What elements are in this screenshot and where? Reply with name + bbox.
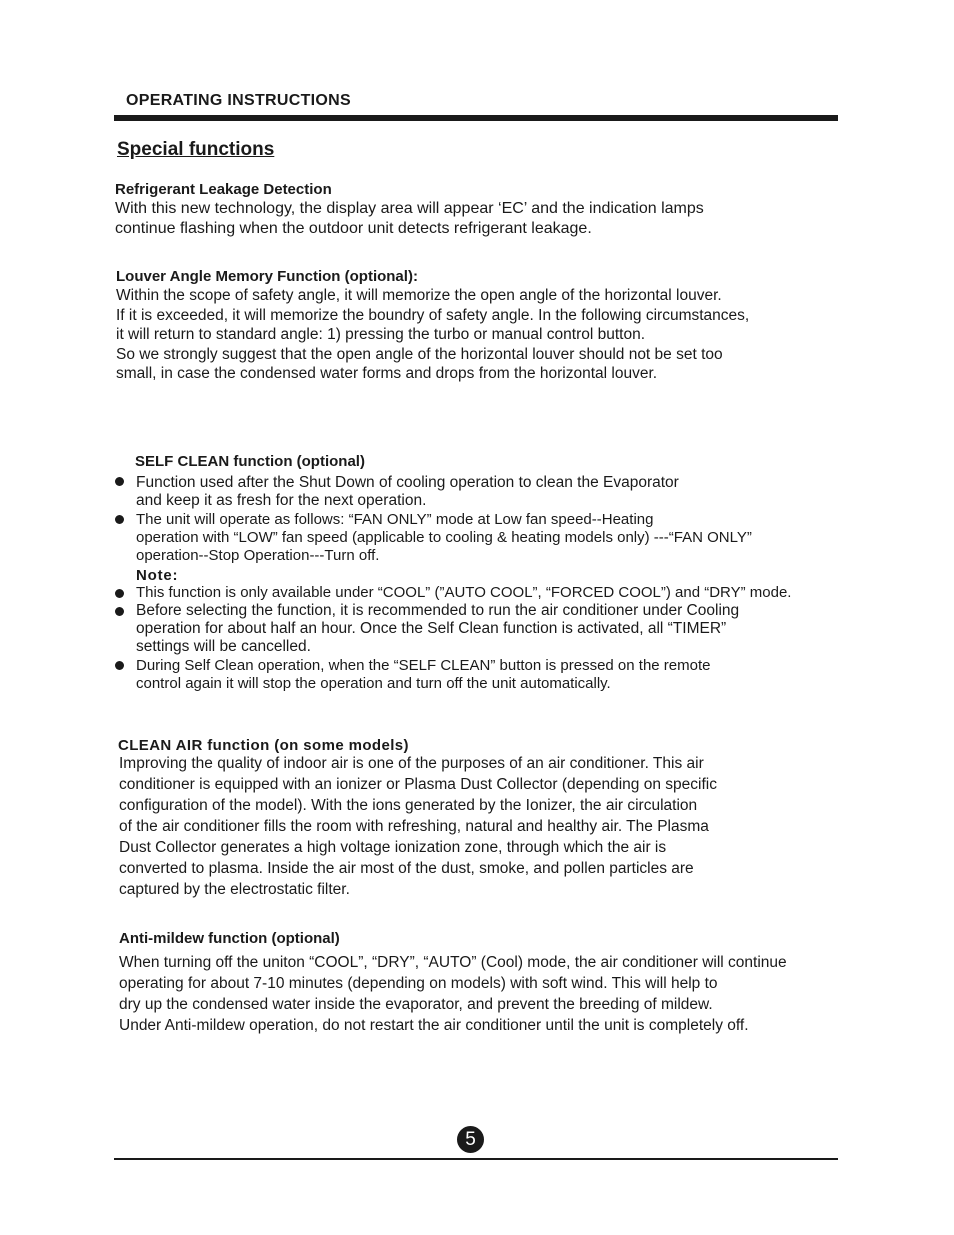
text-line: dry up the condensed water inside the evaporator, and prevent the breeding of mildew. (119, 996, 713, 1013)
text-line: it will return to standard angle: 1) pressing the turbo or manual control button. (116, 326, 646, 344)
text-line: operation--Stop Operation---Turn off. (136, 547, 380, 564)
header-rule (114, 115, 838, 121)
cleanair-text (119, 753, 717, 900)
text-line: of the air conditioner fills the room with refreshing, natural and healthy air. The Plasma (119, 818, 709, 835)
footer-rule (114, 1158, 838, 1160)
louver-text (116, 286, 749, 384)
text-line: captured by the electrostatic filter. (119, 881, 350, 898)
cleanair-heading: CLEAN AIR function (on some models) (118, 737, 409, 754)
text-line: small, in case the condensed water forms and drops from the horizontal louver. (116, 365, 658, 383)
text-line: configuration of the model). With the ions generated by the Ionizer, the air circulation (119, 797, 698, 814)
text-line: Function used after the Shut Down of cooling operation to clean the Evaporator (136, 474, 679, 491)
louver-heading: Louver Angle Memory Function (optional): (116, 268, 418, 285)
text-line: The unit will operate as follows: “FAN ONLY” mode at Low fan speed--Heating (136, 511, 654, 528)
text-line: Dust Collector generates a high voltage ionization zone, through which the air is (119, 839, 667, 856)
text-line: settings will be cancelled. (136, 638, 311, 655)
text-line: Improving the quality of indoor air is one of the purposes of an air conditioner. This air (119, 755, 704, 772)
page-title: Special functions (117, 139, 275, 160)
selfclean-bullet-1 (136, 474, 679, 510)
text-line: Under Anti-mildew operation, do not restart the air conditioner until the unit is completely off. (119, 1017, 749, 1034)
text-line: When turning off the uniton “COOL”, “DRY”, “AUTO” (Cool) mode, the air conditioner will continue (119, 954, 787, 971)
text-line: With this new technology, the display area will appear ‘EC’ and the indication lamps (115, 200, 704, 217)
page-number: 5 (457, 1126, 484, 1153)
refrigerant-heading: Refrigerant Leakage Detection (115, 181, 332, 198)
antimildew-heading: Anti-mildew function (optional) (119, 930, 340, 947)
text-line: operating for about 7-10 minutes (depending on models) with soft wind. This will help to (119, 975, 718, 992)
text-line: Within the scope of safety angle, it will memorize the open angle of the horizontal louver. (116, 287, 722, 304)
text-line: During Self Clean operation, when the “SELF CLEAN” button is pressed on the remote (136, 657, 711, 674)
antimildew-text (119, 952, 787, 1036)
bullet-dot (115, 477, 124, 486)
note-label: Note: (136, 567, 179, 584)
text-line: and keep it as fresh for the next operation. (136, 492, 427, 509)
text-line: operation for about half an hour. Once the Self Clean function is activated, all “TIMER” (136, 620, 727, 637)
text-line: conditioner is equipped with an ionizer or Plasma Dust Collector (depending on specific (119, 776, 717, 793)
text-line: converted to plasma. Inside the air most of the dust, smoke, and pollen particles are (119, 860, 694, 877)
bullet-dot (115, 661, 124, 670)
section-header: OPERATING INSTRUCTIONS (126, 92, 351, 109)
selfclean-note-3 (136, 657, 710, 693)
text-line: continue flashing when the outdoor unit detects refrigerant leakage. (115, 219, 592, 237)
text-line: Before selecting the function, it is recommended to run the air conditioner under Cooling (136, 602, 740, 619)
selfclean-note-1 (136, 584, 791, 602)
text-line: This function is only available under “COOL” (”AUTO COOL”, “FORCED COOL”) and “DRY” mode. (136, 584, 792, 601)
text-line: operation with “LOW” fan speed (applicable to cooling & heating models only) ---“FAN ONLY” (136, 529, 752, 546)
text-line: So we strongly suggest that the open angle of the horizontal louver should not be set too (116, 345, 723, 363)
bullet-dot (115, 607, 124, 616)
refrigerant-text (115, 199, 704, 238)
selfclean-bullet-2 (136, 511, 752, 565)
text-line: control again it will stop the operation and turn off the unit automatically. (136, 675, 611, 692)
selfclean-note-2 (136, 602, 739, 656)
selfclean-heading: SELF CLEAN function (optional) (135, 453, 365, 470)
bullet-dot (115, 515, 124, 524)
text-line: If it is exceeded, it will memorize the boundry of safety angle. In the following circumstances, (116, 306, 750, 324)
bullet-dot (115, 589, 124, 598)
